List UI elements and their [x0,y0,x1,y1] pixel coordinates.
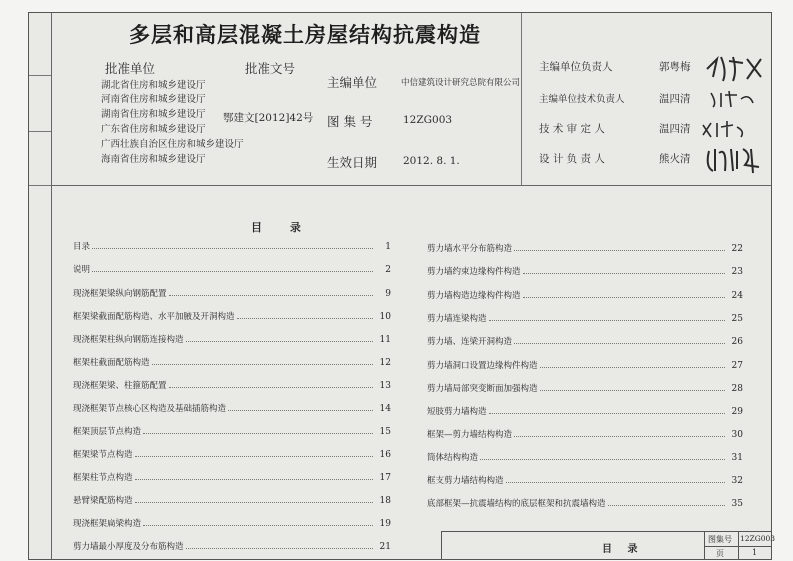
approval-unit: 广西壮族自治区住房和城乡建设厅 [101,139,244,150]
effective-date-value: 2012. 8. 1. [403,155,460,167]
title-block-name: 目 录 [602,544,644,555]
approval-doc-label: 批准文号 [245,61,296,76]
responsible-role: 主编单位技术负责人 [539,94,625,105]
toc-item[interactable]: 短肢剪力墙构造 29 [427,407,743,417]
approval-unit-label: 批准单位 [105,61,156,76]
toc-item[interactable]: 剪力墙水平分布筋构造 22 [427,244,743,254]
page-label: 页 [716,549,724,558]
chief-unit-value: 中信建筑设计研究总院有限公司 [401,78,521,88]
atlas-number-label: 图 集 号 [327,114,373,129]
toc-item[interactable]: 目录 1 [73,242,391,252]
toc-item[interactable]: 剪力墙洞口设置边缘构件构造 27 [427,361,743,371]
document-title: 多层和高层混凝土房屋结构抗震构造 [129,22,481,47]
toc-item[interactable]: 悬臂梁配筋构造 18 [73,496,391,506]
signature-wen-2 [699,117,749,141]
approval-header [51,13,771,186]
binding-cell [29,13,51,76]
atlas-label: 图集号 [708,535,732,544]
responsible-name: 温四清 [659,123,691,135]
toc-item[interactable]: 说明 2 [73,265,391,275]
toc-item[interactable]: 框架梁截面配筋构造、水平加腋及开洞构造 10 [73,312,391,322]
approval-unit: 湖北省住房和城乡建设厅 [101,80,206,91]
approval-unit: 海南省住房和城乡建设厅 [101,154,206,165]
toc-item[interactable]: 筒体结构构造 31 [427,453,743,463]
toc-item[interactable]: 剪力墙最小厚度及分布筋构造 21 [73,542,391,552]
atlas-number-value: 12ZG003 [403,114,453,126]
toc-item[interactable]: 框架—剪力墙结构构造 30 [427,430,743,440]
approval-unit: 湖南省住房和城乡建设厅 [101,109,206,120]
toc-item[interactable]: 现浇框架节点核心区构造及基础插筋构造 14 [73,404,391,414]
toc-item[interactable]: 剪力墙约束边缘构件构造 23 [427,267,743,277]
toc-item[interactable]: 剪力墙连梁构造 25 [427,314,743,324]
toc-item[interactable]: 底部框架—抗震墙结构的底层框架和抗震墙构造 35 [427,499,743,509]
header-divider [521,13,522,185]
toc-item[interactable]: 框架梁节点构造 16 [73,450,391,460]
drawing-sheet [28,12,776,560]
signature-wen [707,87,757,111]
toc-item[interactable]: 框架柱节点构造 17 [73,473,391,483]
responsible-name: 温四清 [659,93,691,105]
signature-xiong [703,143,767,177]
effective-date-label: 生效日期 [327,155,378,170]
toc-item[interactable]: 现浇框架柱纵向钢筋连接构造 11 [73,335,391,345]
approval-unit: 广东省住房和城乡建设厅 [101,124,206,135]
approval-unit: 河南省住房和城乡建设厅 [101,94,206,105]
binding-cell [29,75,51,132]
responsible-name: 熊火清 [659,153,691,165]
toc-item[interactable]: 现浇框架扁梁构造 19 [73,519,391,529]
toc-item[interactable]: 现浇框架梁、柱箍筋配置 13 [73,381,391,391]
responsible-role: 设 计 负 责 人 [539,153,605,165]
toc-heading: 目 录 [251,221,313,234]
responsible-role: 技 术 审 定 人 [539,123,605,135]
responsible-name: 郭粤梅 [659,61,691,73]
toc-item[interactable]: 剪力墙构造边缘构件构造 24 [427,291,743,301]
binding-strip [29,13,52,559]
toc-item[interactable]: 现浇框架梁纵向钢筋配置 9 [73,289,391,299]
approval-doc-number: 鄂建文[2012]42号 [223,112,314,124]
binding-cell [29,131,51,186]
toc-item[interactable]: 剪力墙、连梁开洞构造 26 [427,337,743,347]
atlas-value: 12ZG003 [740,534,776,543]
toc-item[interactable]: 框架顶层节点构造 15 [73,427,391,437]
chief-unit-label: 主编单位 [327,75,378,90]
signature-guo [703,51,769,85]
toc-item[interactable]: 框支剪力墙结构构造 32 [427,476,743,486]
page-value: 1 [752,548,758,557]
toc-item[interactable]: 框架柱截面配筋构造 12 [73,358,391,368]
toc-item[interactable]: 剪力墙局部突变断面加强构造 28 [427,384,743,394]
responsible-role: 主编单位负责人 [539,61,613,73]
title-block [441,531,776,560]
